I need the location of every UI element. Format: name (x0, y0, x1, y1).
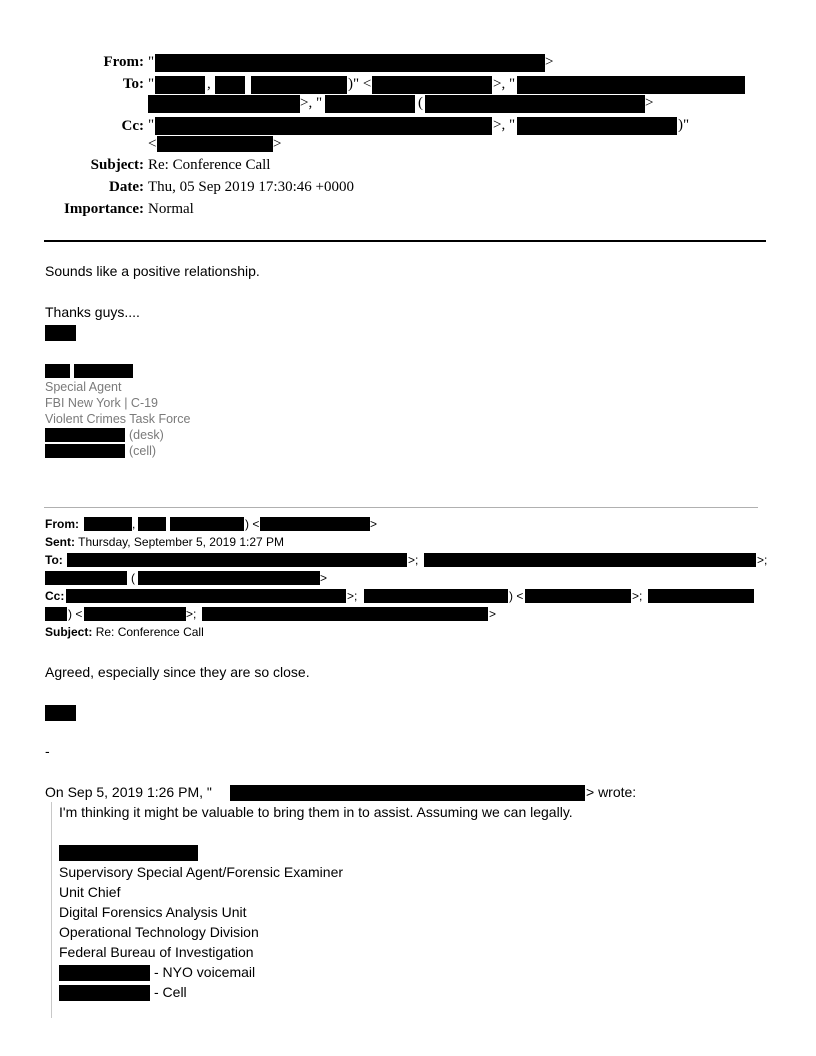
fwd-subject-value: Re: Conference Call (95, 625, 204, 639)
redaction (45, 705, 76, 721)
redaction (364, 589, 508, 603)
from-label: From: (103, 54, 144, 70)
redaction (202, 607, 488, 621)
redaction (424, 553, 756, 567)
quote-intro-prefix: On Sep 5, 2019 1:26 PM, " (45, 784, 212, 800)
redaction (84, 517, 132, 531)
signature-cell: (cell) (129, 444, 157, 458)
redaction (45, 325, 76, 341)
redaction (138, 517, 166, 531)
redaction (230, 785, 585, 801)
redaction (45, 571, 127, 585)
redaction (148, 95, 300, 113)
redaction (372, 76, 492, 94)
redaction (155, 54, 545, 72)
quote-body: I'm thinking it might be valuable to bring them in to assist. Assuming we can legally. (59, 804, 573, 820)
quote-cell: - Cell (154, 984, 187, 1000)
redaction (59, 845, 198, 861)
redaction (45, 364, 70, 378)
redaction (525, 589, 631, 603)
quote-bar (51, 802, 52, 1018)
redaction (325, 95, 415, 113)
importance-value: Normal (148, 201, 194, 217)
quote-sig-title: Supervisory Special Agent/Forensic Examiner (59, 864, 344, 880)
fwd-subject-label: Subject: (45, 625, 93, 639)
redaction (138, 571, 320, 585)
redaction (517, 117, 677, 135)
signature-desk: (desk) (129, 428, 164, 442)
redaction (157, 136, 273, 152)
redaction (45, 607, 67, 621)
fwd-dash: - (45, 743, 50, 759)
redaction (45, 444, 125, 458)
redaction (67, 553, 407, 567)
redaction (155, 117, 492, 135)
message-line: Thanks guys.... (45, 304, 140, 320)
quote-sig-unit: Digital Forensics Analysis Unit (59, 904, 247, 920)
redaction (648, 589, 754, 603)
quote-sig-role: Unit Chief (59, 884, 121, 900)
fwd-from-label: From: (45, 517, 79, 531)
quote-sig-division: Operational Technology Division (59, 924, 259, 940)
forward-divider (44, 507, 758, 508)
header-divider (44, 240, 766, 242)
redaction (59, 985, 150, 1001)
redaction (74, 364, 133, 378)
date-value: Thu, 05 Sep 2019 17:30:46 +0000 (148, 179, 354, 195)
fwd-cc-label: Cc: (45, 589, 65, 603)
to-label: To: (122, 76, 144, 92)
message-line: Sounds like a positive relationship. (45, 263, 260, 279)
cc-label: Cc: (121, 118, 144, 134)
redaction (66, 589, 346, 603)
redaction (45, 428, 125, 442)
redaction (260, 517, 370, 531)
redaction (517, 76, 745, 94)
fwd-sent-label: Sent: (45, 535, 75, 549)
date-label: Date: (109, 179, 144, 195)
signature-title: Special Agent (45, 380, 122, 394)
redaction (84, 607, 186, 621)
quote-intro-suffix: > wrote: (586, 784, 637, 800)
quote-sig-org: Federal Bureau of Investigation (59, 944, 254, 960)
redaction (425, 95, 645, 113)
quote-voicemail: - NYO voicemail (154, 964, 256, 980)
importance-label: Importance: (64, 201, 144, 217)
fwd-to-label: To: (45, 553, 63, 567)
redaction (215, 76, 245, 94)
redaction (251, 76, 347, 94)
signature-office: FBI New York | C-19 (45, 396, 159, 410)
signature-unit: Violent Crimes Task Force (45, 412, 191, 426)
subject-value: Re: Conference Call (148, 157, 271, 173)
redaction (155, 76, 205, 94)
redaction (59, 965, 150, 981)
fwd-sent-value: Thursday, September 5, 2019 1:27 PM (78, 535, 285, 549)
subject-label: Subject: (90, 157, 144, 173)
fwd-body: Agreed, especially since they are so close. (45, 664, 310, 680)
redaction (170, 517, 244, 531)
